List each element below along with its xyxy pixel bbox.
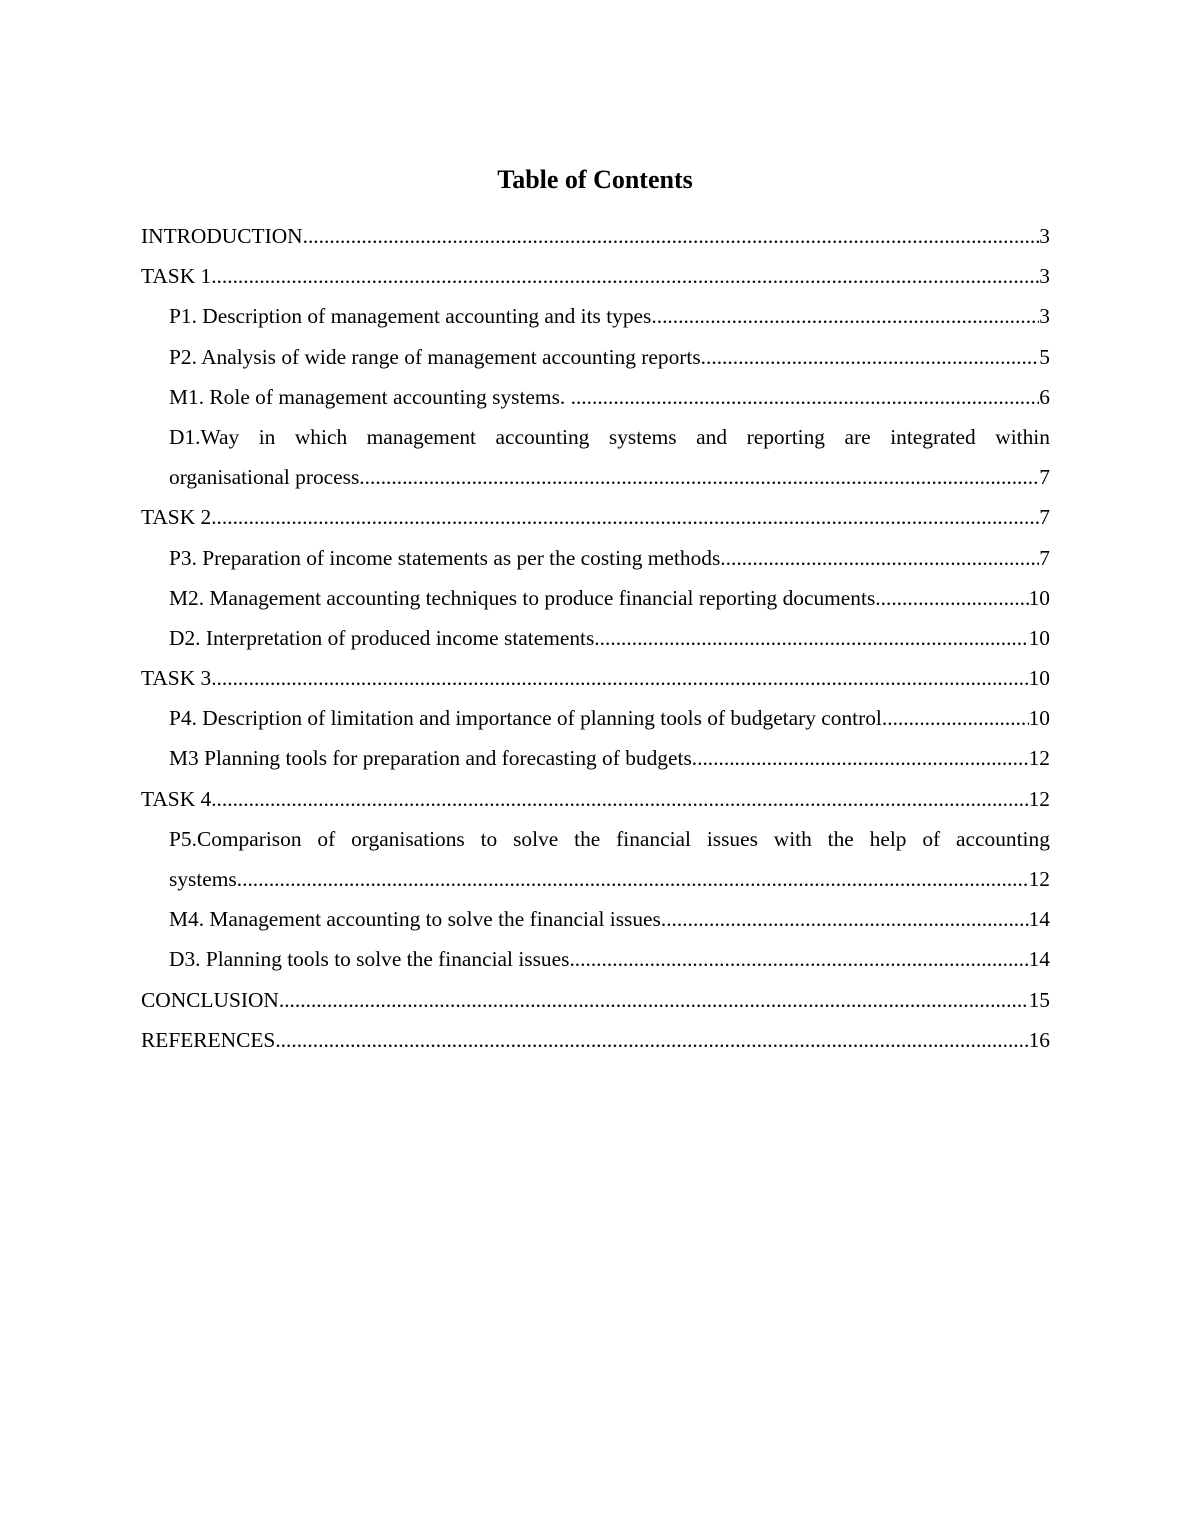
toc-entry-m4[interactable] (141, 899, 1050, 939)
toc-entry-word: issues (706, 826, 758, 851)
toc-entry-word: in (258, 424, 276, 449)
toc-dot-leader (211, 256, 1039, 296)
toc-dot-leader (237, 859, 1029, 899)
toc-entry-word: and (696, 424, 728, 449)
toc-entry-word: management (366, 424, 476, 449)
toc-entry-page: 15 (1028, 987, 1050, 1012)
toc-entry-label-line2: systems (169, 867, 237, 891)
toc-entry-label: TASK 3 (141, 666, 212, 691)
toc-entry-word: organisations (351, 826, 465, 851)
toc-entry-label-line2: organisational process (169, 465, 360, 490)
toc-entry-label: P4. Description of limitation and importance of planning tools of budgetary control (169, 706, 882, 731)
toc-entry-word: within (995, 424, 1050, 449)
toc-entry-page: 14 (1028, 907, 1050, 932)
toc-entry-p5[interactable] (141, 819, 1050, 899)
toc-entry-page: 7 (1039, 465, 1050, 490)
toc-entry-task-1[interactable] (141, 256, 1050, 296)
toc-entry-p2[interactable] (141, 337, 1050, 377)
toc-entry-label: D3. Planning tools to solve the financial issues (169, 947, 570, 972)
toc-entry-word: help (869, 826, 907, 851)
toc-entry-word: D1.Way (169, 424, 240, 449)
toc-entry-page: 6 (1039, 384, 1050, 409)
toc-dot-leader (661, 899, 1029, 939)
toc-entry-word: integrated (890, 424, 976, 449)
toc-dot-leader (211, 658, 1028, 698)
toc-entry-word: are (844, 424, 871, 449)
toc-entry-word: solve (513, 826, 559, 851)
toc-entry-word: financial (616, 826, 691, 851)
toc-title: Table of Contents (497, 165, 693, 194)
toc-entry-p4[interactable] (141, 698, 1050, 738)
toc-dot-leader (211, 497, 1039, 537)
toc-entry-word: accounting (956, 826, 1050, 851)
toc-entry-word: systems (608, 424, 677, 449)
toc-entry-word: accounting (495, 424, 590, 449)
toc-entry-p3[interactable] (141, 538, 1050, 578)
toc-entry-label: TASK 4 (141, 786, 212, 811)
toc-dot-leader (594, 618, 1028, 658)
toc-entry-word: reporting (746, 424, 826, 449)
toc-entry-p1[interactable] (141, 296, 1050, 336)
toc-entry-page: 16 (1028, 1027, 1050, 1052)
toc-entry-word: of (317, 826, 336, 851)
toc-entry-page: 12 (1028, 786, 1050, 811)
toc-entry-label: CONCLUSION (141, 987, 279, 1012)
toc-dot-leader (275, 1020, 1028, 1060)
toc-entry-label-line1 (169, 819, 1050, 859)
toc-entry-page: 14 (1028, 947, 1050, 972)
toc-entry-introduction[interactable] (141, 216, 1050, 256)
toc-dot-leader (882, 698, 1029, 738)
toc-entry-label: P3. Preparation of income statements as per the costing methods (169, 545, 721, 570)
toc-entry-label: REFERENCES (141, 1027, 276, 1052)
toc-entry-label: TASK 1 (141, 264, 212, 289)
toc-entry-page: 10 (1028, 625, 1050, 650)
toc-dot-leader (651, 296, 1039, 336)
toc-dot-leader (211, 779, 1028, 819)
toc-entry-d1[interactable] (141, 417, 1050, 497)
toc-entry-page: 10 (1028, 585, 1050, 610)
toc-dot-leader (569, 939, 1028, 979)
toc-entry-m1[interactable] (141, 377, 1050, 417)
toc-entry-label: M1. Role of management accounting systems. (169, 384, 571, 409)
toc-entry-page: 7 (1039, 505, 1050, 530)
toc-entry-page: 5 (1039, 344, 1050, 369)
toc-entry-label: INTRODUCTION (141, 224, 303, 248)
toc-entry-word: of (922, 826, 941, 851)
toc-entry-page: 7 (1039, 545, 1050, 570)
toc-entry-page: 10 (1028, 666, 1050, 691)
toc-entry-page: 12 (1028, 746, 1050, 771)
toc-entry-page: 3 (1039, 304, 1050, 329)
toc-entry-d3[interactable] (141, 939, 1050, 979)
toc-entry-label: M3 Planning tools for preparation and forecasting of budgets (169, 746, 692, 771)
toc-dot-leader (692, 738, 1029, 778)
toc-entry-word: which (294, 424, 348, 449)
toc-entry-word: the (827, 826, 854, 851)
toc-dot-leader (720, 538, 1039, 578)
toc-dot-leader (279, 980, 1029, 1020)
toc-dot-leader (875, 578, 1028, 618)
toc-entry-references[interactable] (141, 1020, 1050, 1060)
toc-entry-task-2[interactable] (141, 497, 1050, 537)
toc-entry-word: P5.Comparison (169, 826, 302, 851)
toc-entry-m3[interactable] (141, 738, 1050, 778)
toc-dot-leader (303, 216, 1040, 256)
toc-entry-label-line1 (169, 417, 1050, 457)
toc-entry-label: D2. Interpretation of produced income statements (169, 625, 595, 650)
toc-dot-leader (359, 457, 1039, 497)
toc-list (141, 216, 1050, 1060)
toc-entry-word: the (574, 826, 601, 851)
toc-entry-label: M4. Management accounting to solve the financial issues (169, 907, 661, 932)
toc-entry-word: with (773, 826, 812, 851)
toc-entry-page: 3 (1039, 224, 1050, 248)
toc-entry-label: TASK 2 (141, 505, 212, 530)
toc-entry-word: to (480, 826, 498, 851)
toc-entry-task-4[interactable] (141, 779, 1050, 819)
toc-entry-page: 12 (1028, 867, 1050, 891)
toc-dot-leader (571, 377, 1040, 417)
toc-entry-conclusion[interactable] (141, 980, 1050, 1020)
toc-entry-page: 10 (1028, 706, 1050, 731)
toc-entry-d2[interactable] (141, 618, 1050, 658)
toc-entry-task-3[interactable] (141, 658, 1050, 698)
toc-entry-label: P2. Analysis of wide range of management accounting reports (169, 344, 701, 369)
toc-entry-page: 3 (1039, 264, 1050, 289)
toc-entry-m2[interactable] (141, 578, 1050, 618)
toc-dot-leader (701, 337, 1040, 377)
toc-entry-label: M2. Management accounting techniques to produce financial reporting documents (169, 585, 876, 610)
toc-entry-label: P1. Description of management accounting and its types (169, 304, 652, 329)
